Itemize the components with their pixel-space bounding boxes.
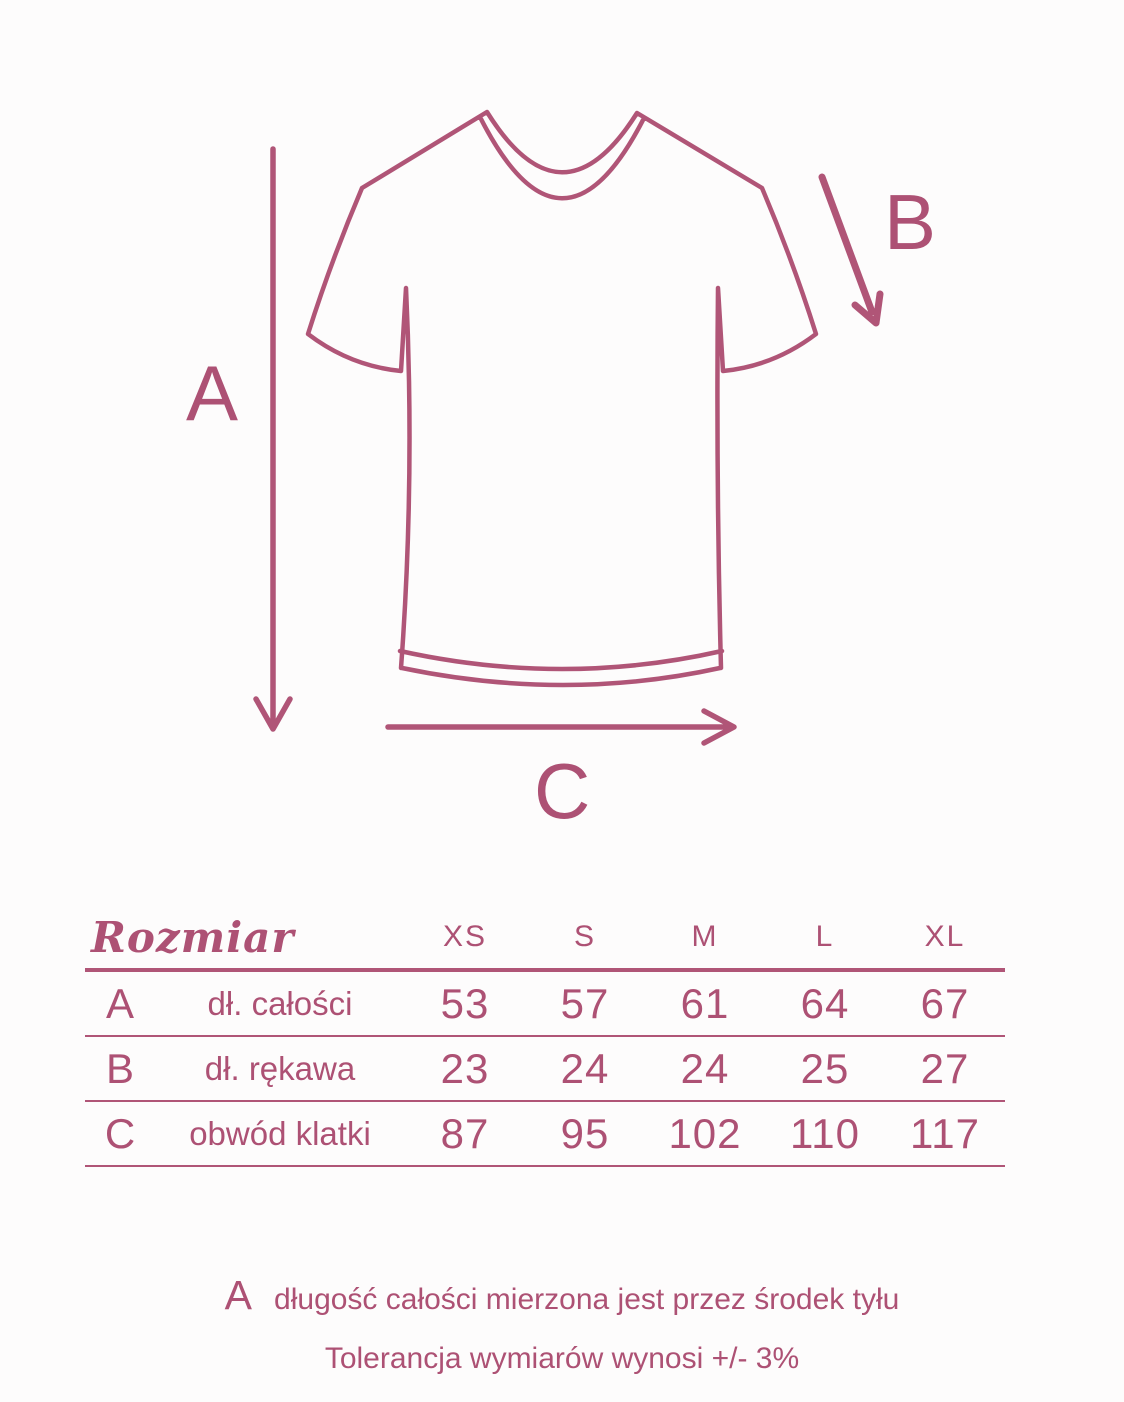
- value-cell: 24: [680, 1044, 730, 1092]
- value-cell: 110: [790, 1109, 860, 1157]
- arrow-a: [256, 149, 290, 729]
- table-row: [85, 1037, 1005, 1102]
- column-header-s: S: [573, 920, 596, 953]
- table-row: [85, 972, 1005, 1037]
- value-cell: 64: [800, 979, 850, 1027]
- value-cell: 25: [800, 1044, 850, 1092]
- column-header-xs: XS: [442, 920, 488, 953]
- column-header-l: L: [815, 920, 835, 953]
- arrow-c: [388, 711, 734, 743]
- table-title: Rozmiar: [91, 912, 295, 962]
- row-letter: C: [104, 1109, 136, 1157]
- note-a-letter: A: [224, 1272, 253, 1318]
- footer-notes: [0, 1272, 1124, 1376]
- value-cell: 95: [560, 1109, 610, 1157]
- value-cell: 23: [440, 1044, 490, 1092]
- value-cell: 102: [668, 1109, 742, 1157]
- value-cell: 61: [680, 979, 730, 1027]
- value-cell: 24: [560, 1044, 610, 1092]
- size-table: [85, 906, 1005, 1167]
- value-cell: 87: [440, 1109, 490, 1157]
- row-label: dł. całości: [207, 984, 353, 1022]
- value-cell: 53: [440, 979, 490, 1027]
- row-letter: B: [105, 1044, 134, 1092]
- row-label: dł. rękawa: [204, 1049, 356, 1087]
- column-header-m: M: [691, 920, 719, 953]
- value-cell: 67: [920, 979, 970, 1027]
- note-a-text: długość całości mierzona jest przez środek tyłu: [274, 1283, 900, 1316]
- size-table-header: [85, 906, 1005, 972]
- dimension-label-b: B: [884, 178, 937, 266]
- column-header-xl: XL: [924, 920, 966, 953]
- arrow-b: [822, 177, 880, 323]
- note-measure-a: [0, 1272, 1124, 1328]
- note-tolerance: Tolerancja wymiarów wynosi +/- 3%: [324, 1342, 800, 1375]
- row-letter: A: [105, 979, 134, 1027]
- dimension-label-c: C: [534, 747, 591, 835]
- tshirt-outline: [308, 112, 816, 685]
- value-cell: 27: [920, 1044, 970, 1092]
- row-label: obwód klatki: [189, 1114, 371, 1152]
- table-row: [85, 1102, 1005, 1167]
- value-cell: 117: [910, 1109, 980, 1157]
- value-cell: 57: [560, 979, 610, 1027]
- dimension-label-a: A: [186, 349, 239, 437]
